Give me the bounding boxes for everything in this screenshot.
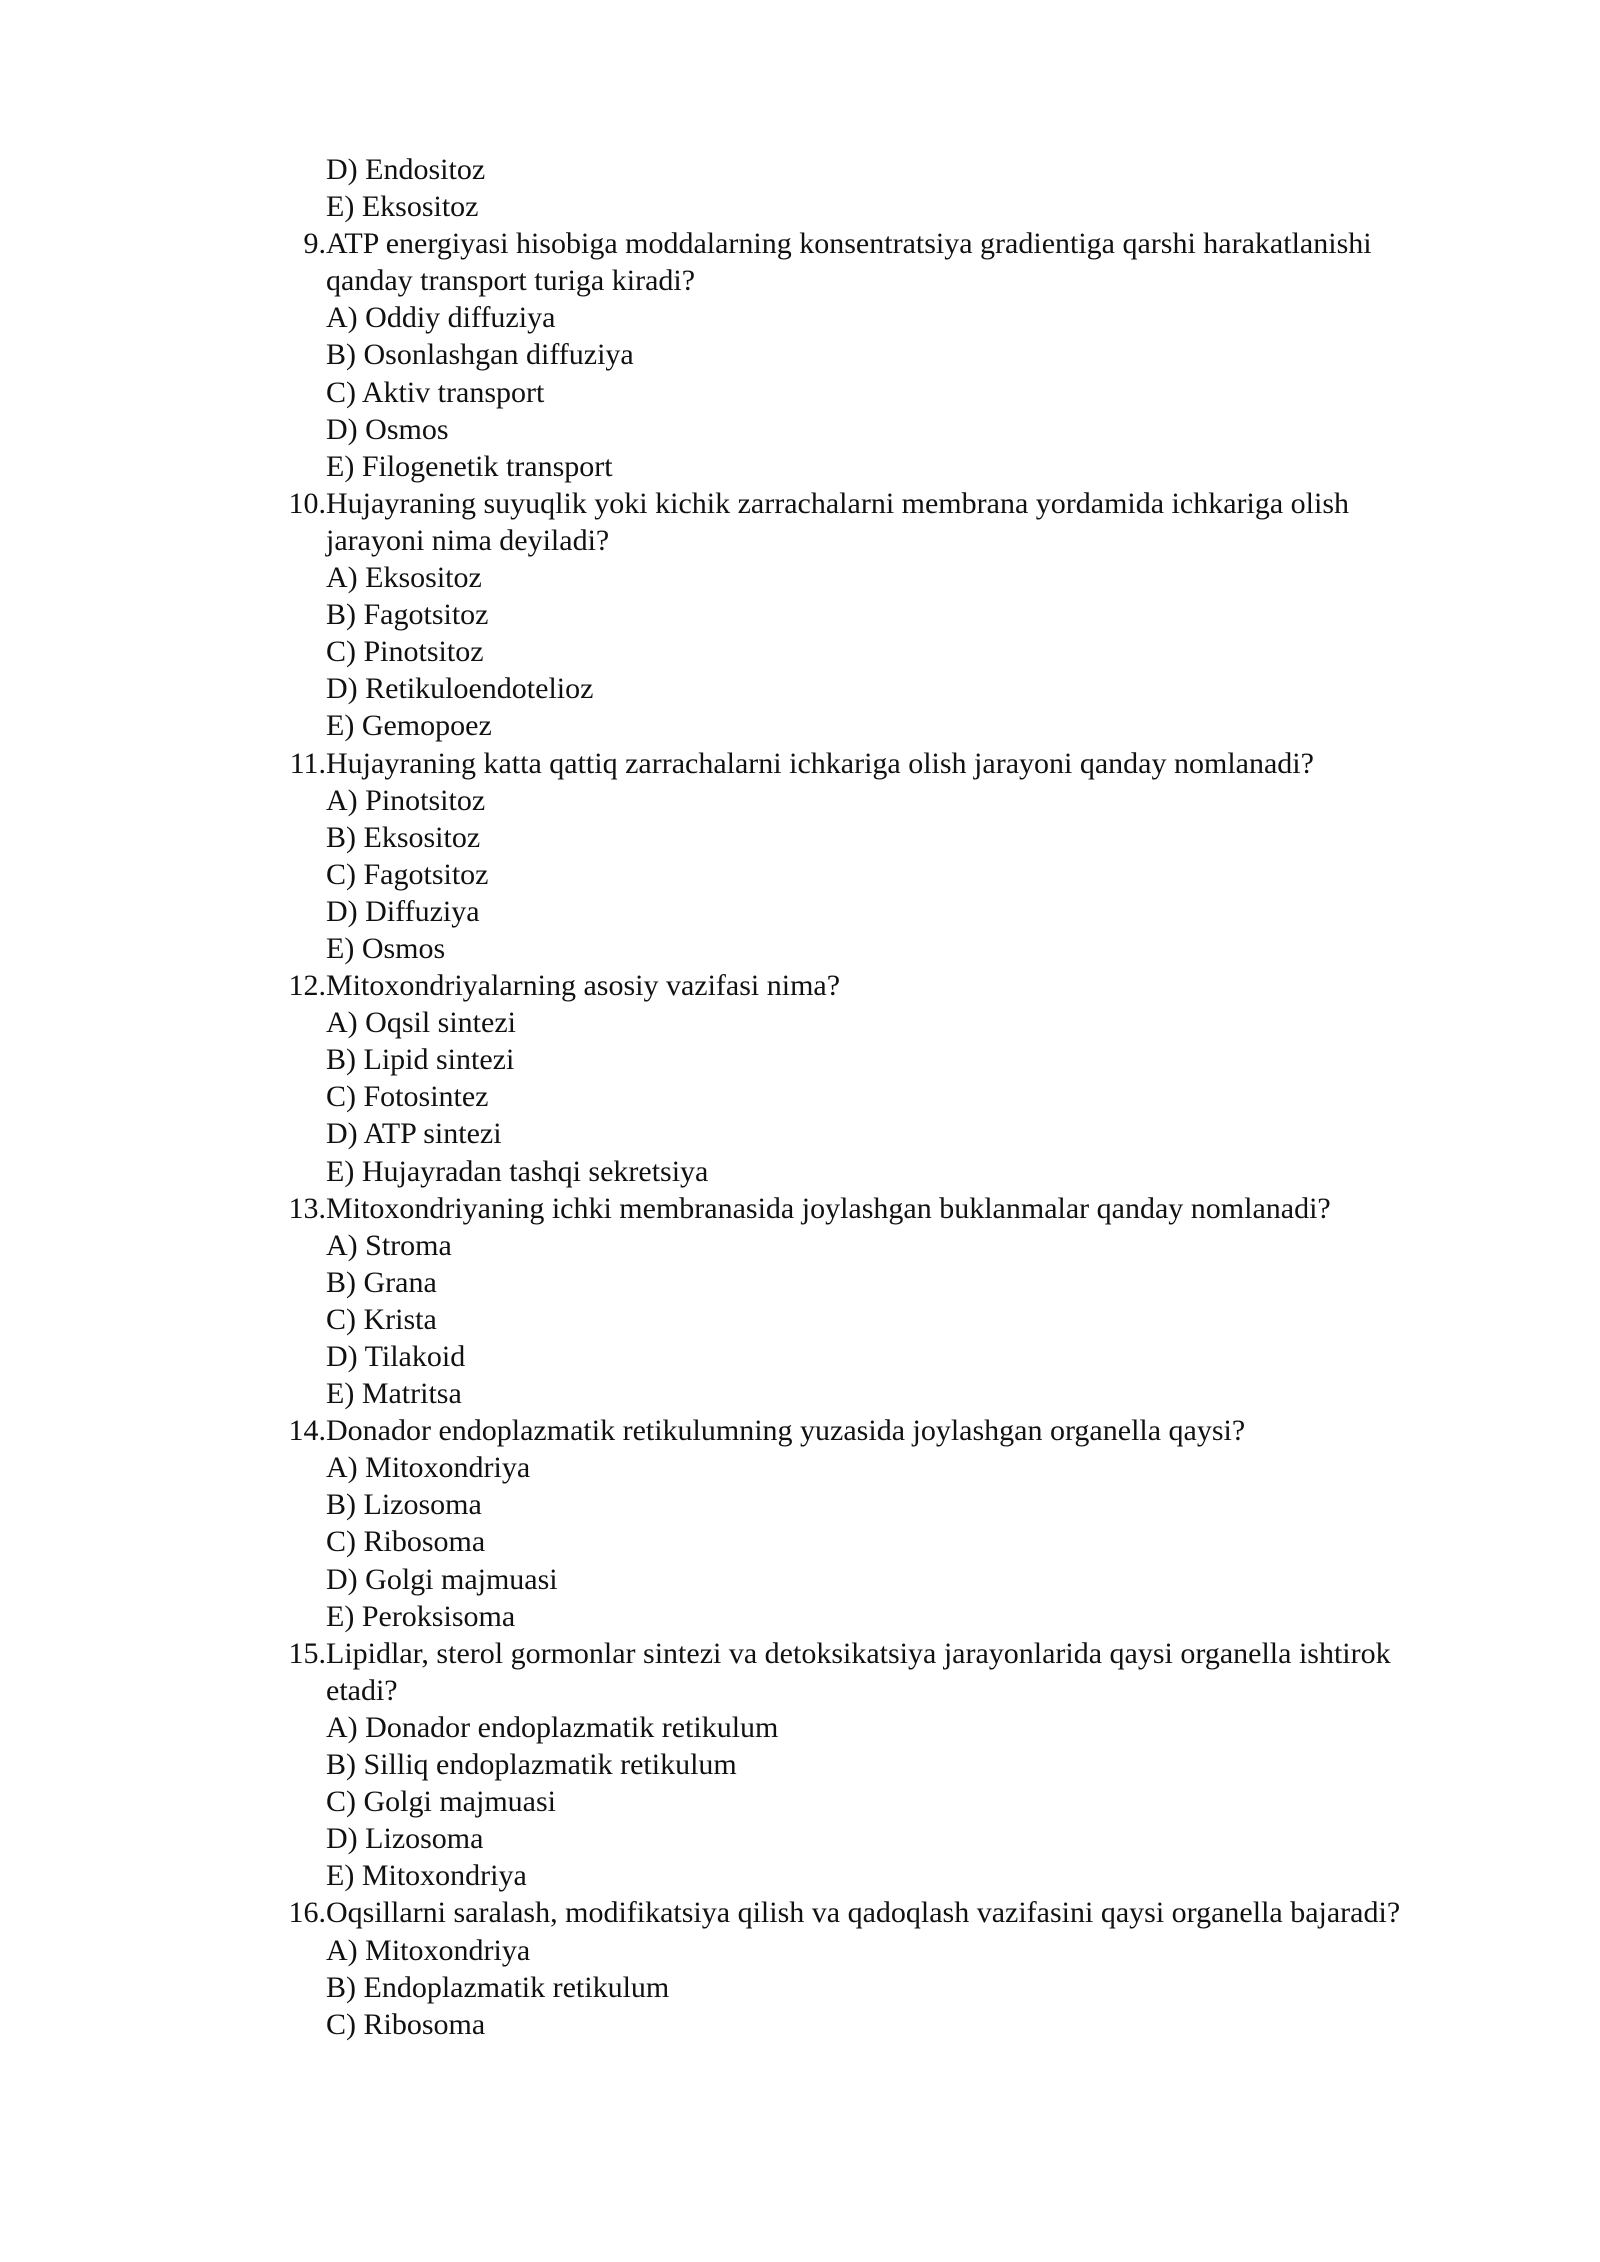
option-item: B) Endoplazmatik retikulum — [326, 1970, 670, 2004]
question-block — [276, 1635, 1476, 1895]
option-item: E) Osmos — [326, 931, 446, 965]
option-item: D) Tilakoid — [326, 1340, 466, 1373]
question-number — [276, 225, 326, 262]
question-list — [276, 151, 1476, 2043]
option-item: C) Ribosoma — [326, 1525, 486, 1559]
question — [276, 1635, 1476, 1709]
option-item: C) Aktiv transport — [326, 375, 545, 409]
option-item: C) Ribosoma — [326, 2007, 486, 2041]
question-number-label: 14. — [288, 1414, 326, 1448]
option-item: C) Krista — [326, 1302, 437, 1336]
question-number — [276, 1412, 326, 1449]
option-item: B) Grana — [326, 1265, 437, 1299]
option-item: D) Golgi majmuasi — [326, 1562, 558, 1596]
option-item: A) Mitoxondriya — [326, 1451, 531, 1485]
question-number — [276, 1190, 326, 1227]
option-item: D) ATP sintezi — [326, 1117, 502, 1151]
option-item: A) Oddiy diffuziya — [326, 301, 556, 335]
option-item: D) Endositoz — [326, 153, 486, 186]
option-item: E) Eksositoz — [326, 190, 479, 224]
option-item: B) Silliq endoplazmatik retikulum — [326, 1748, 737, 1782]
option-item: A) Eksositoz — [326, 561, 482, 595]
question-block — [276, 967, 1476, 1190]
option-item: B) Lizosoma — [326, 1488, 482, 1522]
question-block — [276, 1412, 1476, 1635]
option-item: E) Peroksisoma — [326, 1599, 516, 1633]
question-text-line: Hujayraning suyuqlik yoki kichik zarrachalarni membrana yordamida ichkariga olish — [326, 486, 1350, 520]
option-item: A) Mitoxondriya — [326, 1933, 531, 1967]
option-item: E) Gemopoez — [326, 709, 492, 743]
question-text-line: jarayoni nima deyiladi? — [326, 523, 610, 557]
option-item: E) Matritsa — [326, 1377, 462, 1411]
option-item: E) Filogenetik transport — [326, 449, 613, 483]
question-block — [276, 1894, 1476, 2042]
question-number — [276, 967, 326, 1004]
question-text-line: etadi? — [326, 1673, 398, 1707]
option-item: C) Fagotsitoz — [326, 857, 489, 891]
option-item: C) Pinotsitoz — [326, 635, 484, 669]
question-number-label: 9. — [303, 227, 326, 261]
question-number — [276, 745, 326, 782]
question — [276, 225, 1476, 299]
option-item: D) Osmos — [326, 412, 449, 446]
option-item: C) Fotosintez — [326, 1080, 489, 1114]
question-number-label: 11. — [289, 746, 326, 780]
question — [276, 485, 1476, 559]
option-item: A) Pinotsitoz — [326, 783, 486, 817]
question-number-label: 12. — [288, 969, 326, 1003]
question-block — [276, 225, 1476, 485]
option-item: D) Lizosoma — [326, 1822, 484, 1856]
option-item: B) Fagotsitoz — [326, 598, 489, 632]
question-number-label: 13. — [288, 1191, 326, 1225]
leading-options — [276, 151, 1476, 225]
question-block — [276, 1190, 1476, 1413]
option-item: A) Oqsil sintezi — [326, 1006, 516, 1040]
question-number-label: 15. — [288, 1636, 326, 1670]
question-text-line: Lipidlar, sterol gormonlar sintezi va detoksikatsiya jarayonlarida qaysi organella ishtirok — [326, 1636, 1391, 1670]
question — [276, 745, 1476, 782]
question — [276, 1190, 1476, 1227]
question-text-line: ATP energiyasi hisobiga moddalarning konsentratsiya gradientiga qarshi harakatlanishi — [326, 227, 1372, 261]
question-block — [276, 745, 1476, 968]
question-text-line: Mitoxondriyaning ichki membranasida joylashgan buklanmalar qanday nomlanadi? — [326, 1191, 1331, 1225]
question-block — [276, 485, 1476, 745]
option-item: C) Golgi majmuasi — [326, 1785, 556, 1819]
question — [276, 1894, 1476, 1931]
option-item: E) Mitoxondriya — [326, 1859, 527, 1893]
option-item: B) Eksositoz — [326, 820, 481, 854]
question — [276, 967, 1476, 1004]
option-item: A) Stroma — [326, 1228, 452, 1262]
question-text-line: Donador endoplazmatik retikulumning yuzasida joylashgan organella qaysi? — [326, 1414, 1246, 1448]
option-item: D) Diffuziya — [326, 894, 480, 928]
question-number — [276, 1635, 326, 1672]
option-item: E) Hujayradan tashqi sekretsiya — [326, 1154, 709, 1188]
question-text-line: Hujayraning katta qattiq zarrachalarni ichkariga olish jarayoni qanday nomlanadi? — [326, 746, 1314, 780]
question-number — [276, 485, 326, 522]
question-text-line: qanday transport turiga kiradi? — [326, 264, 696, 298]
question-text-line: Oqsillarni saralash, modifikatsiya qilish va qadoqlash vazifasini qaysi organella bajaradi? — [326, 1896, 1401, 1930]
question-text-line: Mitoxondriyalarning asosiy vazifasi nima? — [326, 969, 841, 1003]
option-item: B) Osonlashgan diffuziya — [326, 338, 634, 372]
question-number — [276, 1894, 326, 1931]
question — [276, 1412, 1476, 1449]
question-number-label: 10. — [288, 486, 326, 520]
question-number-label: 16. — [288, 1896, 326, 1930]
option-item: D) Retikuloendotelioz — [326, 672, 594, 706]
option-item: A) Donador endoplazmatik retikulum — [326, 1710, 779, 1744]
option-item: B) Lipid sintezi — [326, 1043, 515, 1077]
